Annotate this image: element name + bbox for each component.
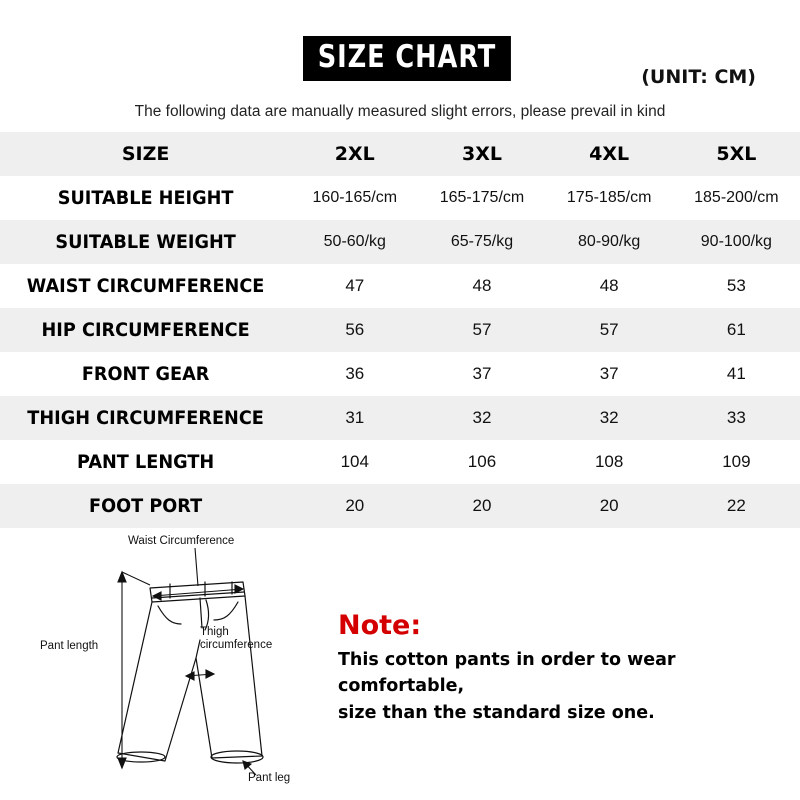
cell-thigh-2xl: 31	[345, 408, 365, 427]
column-header-4xl: 4XL	[589, 143, 630, 165]
row-label-thigh-circumference: THIGH CIRCUMFERENCE	[27, 407, 264, 429]
table-row	[0, 484, 800, 528]
cell-waist-5xl: 53	[726, 276, 746, 295]
column-header-3xl: 3XL	[461, 143, 502, 165]
cell-waist-2xl: 47	[345, 276, 365, 295]
cell-thigh-3xl: 32	[472, 408, 492, 427]
note-line-2: size than the standard size one.	[338, 702, 655, 723]
cell-footport-4xl: 20	[599, 496, 619, 515]
row-label-pant-length: PANT LENGTH	[77, 451, 215, 473]
cell-thigh-4xl: 32	[599, 408, 619, 427]
column-header-5xl: 5XL	[716, 143, 757, 165]
cell-height-2xl: 160-165/cm	[312, 189, 398, 206]
cell-footport-5xl: 22	[726, 496, 746, 515]
cell-height-4xl: 175-185/cm	[566, 189, 652, 206]
cell-hip-3xl: 57	[472, 320, 492, 339]
table-header-row	[0, 132, 800, 176]
cell-hip-4xl: 57	[599, 320, 619, 339]
unit-label: (UNIT: CM)	[641, 66, 756, 88]
cell-frontgear-4xl: 37	[599, 364, 619, 383]
cell-footport-3xl: 20	[472, 496, 492, 515]
cell-waist-3xl: 48	[472, 276, 492, 295]
note-block	[338, 612, 768, 726]
row-label-hip-circumference: HIP CIRCUMFERENCE	[41, 319, 250, 341]
cell-pantlength-4xl: 108	[594, 452, 624, 471]
table-row	[0, 308, 800, 352]
header	[0, 0, 800, 132]
cell-footport-2xl: 20	[345, 496, 365, 515]
diagram-label-pant-length: Pant length	[40, 640, 99, 652]
column-header-2xl: 2XL	[334, 143, 375, 165]
column-header-size: SIZE	[121, 143, 170, 165]
diagram-label-pant-leg: Pant leg	[248, 772, 291, 784]
cell-weight-4xl: 80-90/kg	[578, 233, 641, 250]
cell-frontgear-3xl: 37	[472, 364, 492, 383]
diagram-label-waist-circumference: Waist Circumference	[128, 535, 235, 547]
cell-height-3xl: 165-175/cm	[439, 189, 525, 206]
cell-weight-3xl: 65-75/kg	[450, 233, 514, 250]
cell-frontgear-5xl: 41	[726, 364, 746, 383]
row-label-suitable-height: SUITABLE HEIGHT	[57, 187, 234, 209]
cell-weight-5xl: 90-100/kg	[700, 233, 772, 250]
cell-frontgear-2xl: 36	[345, 364, 365, 383]
cell-hip-2xl: 56	[345, 320, 365, 339]
table-row	[0, 396, 800, 440]
table-row	[0, 352, 800, 396]
cell-waist-4xl: 48	[599, 276, 619, 295]
note-line-1: This cotton pants in order to wear comfortable,	[338, 650, 676, 697]
row-label-suitable-weight: SUITABLE WEIGHT	[55, 231, 236, 253]
cell-pantlength-5xl: 109	[722, 452, 751, 471]
table-row	[0, 176, 800, 220]
cell-pantlength-3xl: 106	[467, 452, 497, 471]
row-label-waist-circumference: WAIST CIRCUMFERENCE	[26, 275, 265, 297]
table-row	[0, 220, 800, 264]
table-row	[0, 264, 800, 308]
size-table	[0, 132, 800, 528]
cell-height-5xl: 185-200/cm	[694, 189, 779, 206]
cell-pantlength-2xl: 104	[340, 452, 369, 471]
diagram-and-note	[0, 528, 800, 790]
cell-weight-2xl: 50-60/kg	[323, 233, 386, 250]
cell-hip-5xl: 61	[726, 320, 746, 339]
row-label-front-gear: FRONT GEAR	[81, 363, 210, 385]
row-label-foot-port: FOOT PORT	[89, 495, 203, 517]
page-title: SIZE CHART	[303, 36, 511, 81]
table-row	[0, 440, 800, 484]
diagram-label-thigh-circumference: Thigh circumference	[200, 626, 273, 652]
measurement-disclaimer: The following data are manually measured slight errors, please prevail in kind	[134, 103, 666, 120]
note-title: Note:	[338, 610, 422, 641]
cell-thigh-5xl: 33	[726, 408, 746, 427]
